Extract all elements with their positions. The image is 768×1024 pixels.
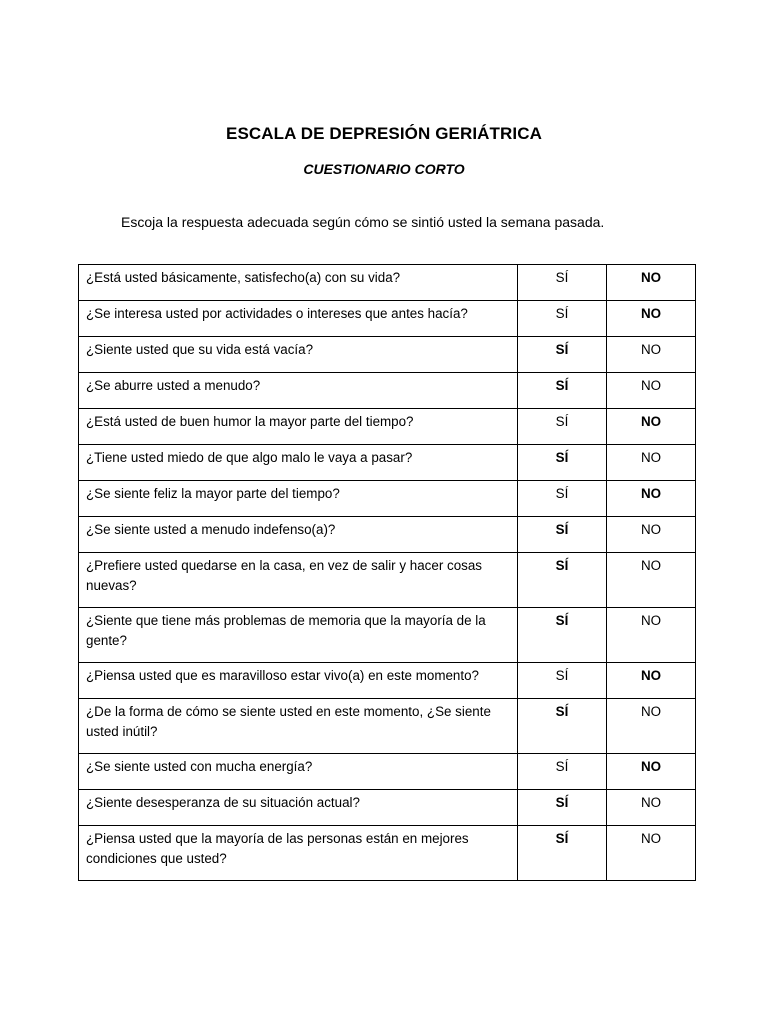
answer-no[interactable]: NO: [607, 445, 696, 481]
question-text: ¿Está usted de buen humor la mayor parte del tiempo?: [79, 409, 518, 445]
answer-no[interactable]: NO: [607, 265, 696, 301]
questionnaire-table: [78, 264, 696, 881]
question-text: ¿De la forma de cómo se siente usted en este momento, ¿Se siente usted inútil?: [79, 699, 518, 754]
question-row: [79, 790, 696, 826]
answer-yes[interactable]: SÍ: [518, 663, 607, 699]
answer-yes[interactable]: SÍ: [518, 481, 607, 517]
answer-no[interactable]: NO: [607, 826, 696, 881]
answer-no[interactable]: NO: [607, 663, 696, 699]
question-row: [79, 663, 696, 699]
question-row: [79, 826, 696, 881]
question-row: [79, 337, 696, 373]
answer-no[interactable]: NO: [607, 517, 696, 553]
question-row: [79, 754, 696, 790]
question-text: ¿Piensa usted que la mayoría de las personas están en mejores condiciones que usted?: [79, 826, 518, 881]
answer-no[interactable]: NO: [607, 337, 696, 373]
answer-yes[interactable]: SÍ: [518, 553, 607, 608]
question-row: [79, 608, 696, 663]
question-text: ¿Se siente usted con mucha energía?: [79, 754, 518, 790]
question-text: ¿Piensa usted que es maravilloso estar vivo(a) en este momento?: [79, 663, 518, 699]
question-text: ¿Se siente feliz la mayor parte del tiempo?: [79, 481, 518, 517]
question-text: ¿Está usted básicamente, satisfecho(a) con su vida?: [79, 265, 518, 301]
answer-no[interactable]: NO: [607, 608, 696, 663]
answer-yes[interactable]: SÍ: [518, 699, 607, 754]
question-text: ¿Siente usted que su vida está vacía?: [79, 337, 518, 373]
answer-yes[interactable]: SÍ: [518, 826, 607, 881]
answer-yes[interactable]: SÍ: [518, 337, 607, 373]
answer-no[interactable]: NO: [607, 409, 696, 445]
question-text: ¿Se siente usted a menudo indefenso(a)?: [79, 517, 518, 553]
page-subtitle: CUESTIONARIO CORTO: [303, 161, 465, 177]
answer-no[interactable]: NO: [607, 754, 696, 790]
answer-yes[interactable]: SÍ: [518, 265, 607, 301]
question-text: ¿Tiene usted miedo de que algo malo le vaya a pasar?: [79, 445, 518, 481]
answer-no[interactable]: NO: [607, 373, 696, 409]
answer-yes[interactable]: SÍ: [518, 608, 607, 663]
question-row: [79, 481, 696, 517]
page-title: ESCALA DE DEPRESIÓN GERIÁTRICA: [226, 124, 542, 143]
question-row: [79, 265, 696, 301]
question-text: ¿Se interesa usted por actividades o intereses que antes hacía?: [79, 301, 518, 337]
question-row: [79, 373, 696, 409]
answer-yes[interactable]: SÍ: [518, 445, 607, 481]
answer-no[interactable]: NO: [607, 790, 696, 826]
question-row: [79, 517, 696, 553]
answer-no[interactable]: NO: [607, 553, 696, 608]
question-row: [79, 301, 696, 337]
question-text: ¿Siente que tiene más problemas de memoria que la mayoría de la gente?: [79, 608, 518, 663]
question-row: [79, 553, 696, 608]
answer-yes[interactable]: SÍ: [518, 754, 607, 790]
question-text: ¿Siente desesperanza de su situación actual?: [79, 790, 518, 826]
instructions-text: Escoja la respuesta adecuada según cómo se sintió usted la semana pasada.: [121, 214, 605, 230]
questionnaire-body: [79, 265, 696, 881]
answer-yes[interactable]: SÍ: [518, 373, 607, 409]
answer-yes[interactable]: SÍ: [518, 409, 607, 445]
question-text: ¿Prefiere usted quedarse en la casa, en vez de salir y hacer cosas nuevas?: [79, 553, 518, 608]
answer-no[interactable]: NO: [607, 301, 696, 337]
question-text: ¿Se aburre usted a menudo?: [79, 373, 518, 409]
question-row: [79, 699, 696, 754]
question-row: [79, 409, 696, 445]
answer-yes[interactable]: SÍ: [518, 517, 607, 553]
question-row: [79, 445, 696, 481]
answer-yes[interactable]: SÍ: [518, 301, 607, 337]
answer-no[interactable]: NO: [607, 481, 696, 517]
answer-yes[interactable]: SÍ: [518, 790, 607, 826]
answer-no[interactable]: NO: [607, 699, 696, 754]
